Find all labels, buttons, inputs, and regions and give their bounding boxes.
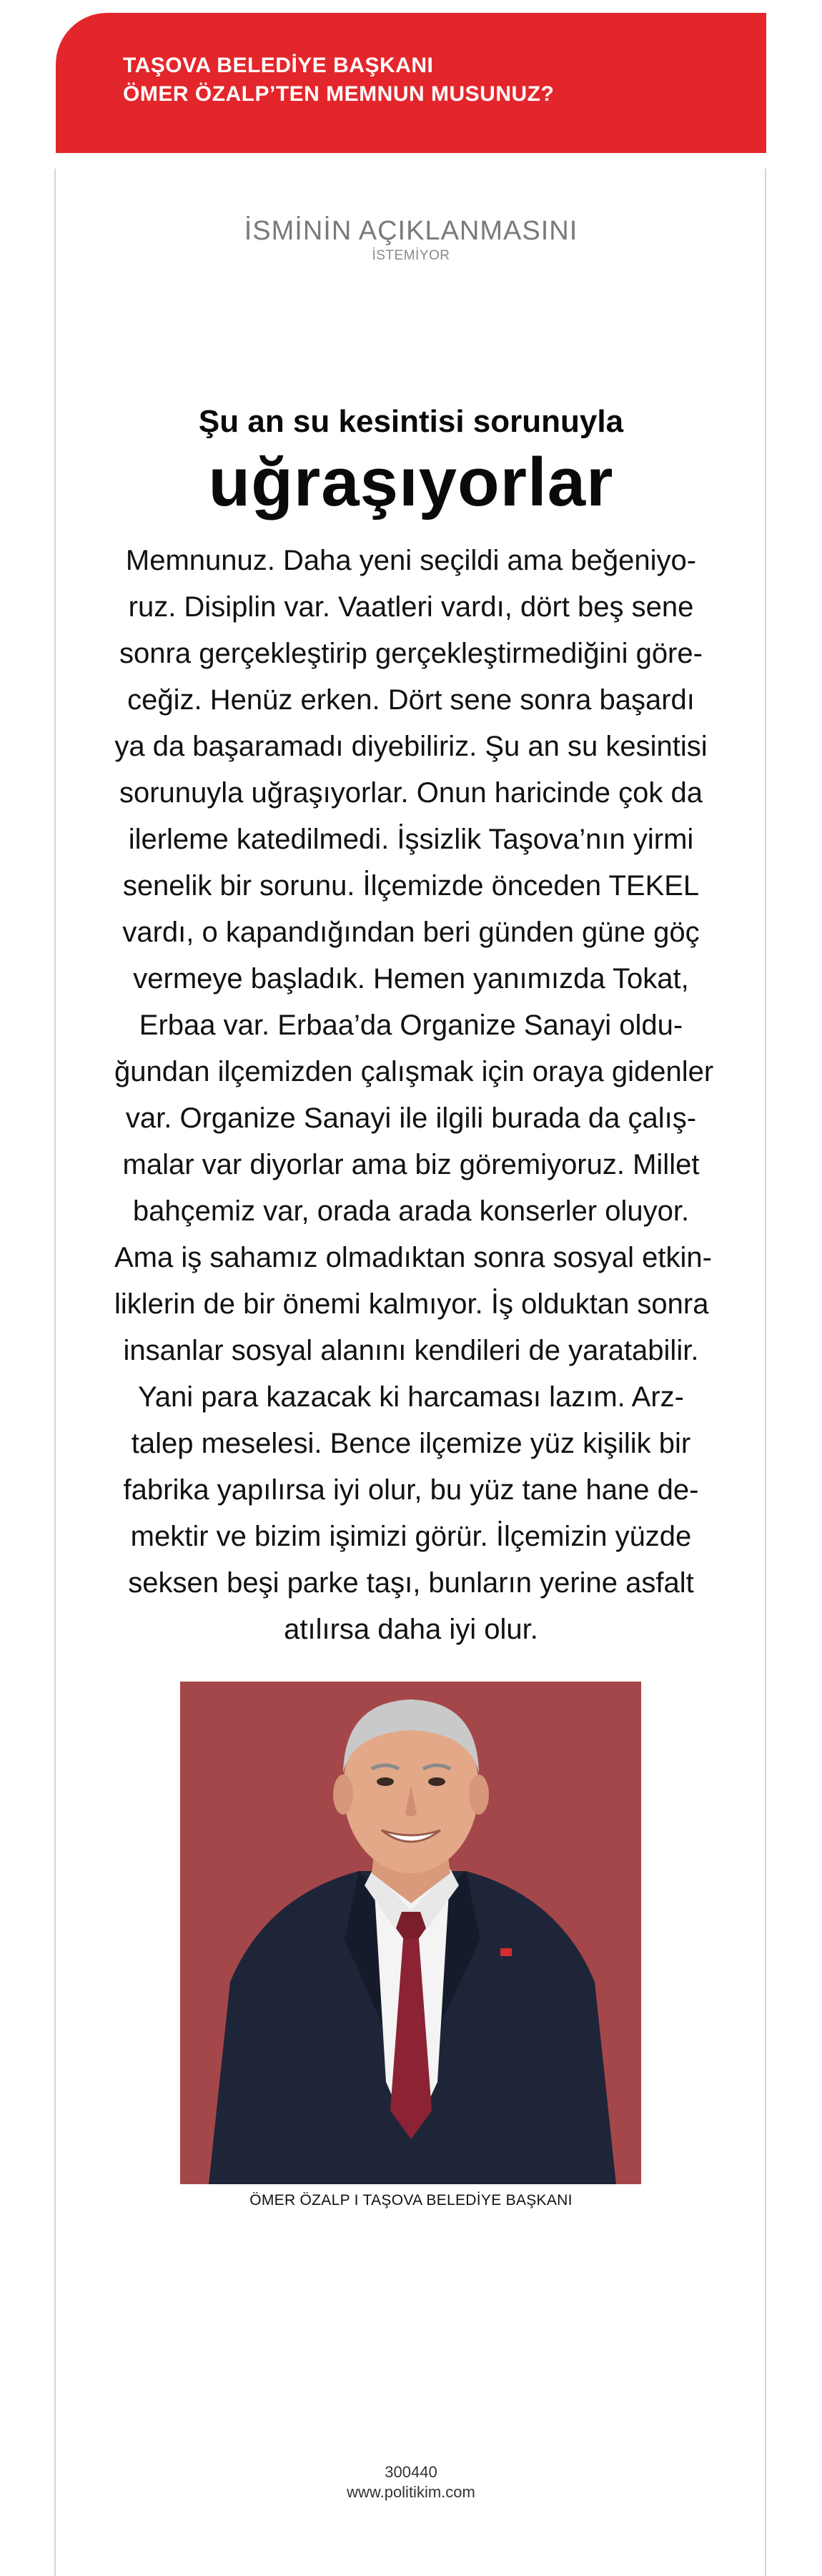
body-line: Memnunuz. Daha yeni seçildi ama beğeniyo- xyxy=(125,545,697,576)
body-line: mektir ve bizim işimizi görür. İlçemizin yüzde xyxy=(130,1521,692,1552)
footer-code: 300440 xyxy=(385,2463,437,2481)
body-line: seksen beşi parke taşı, bunların yerine asfalt xyxy=(128,1567,694,1599)
header-title-line-1: TAŞOVA BELEDİYE BAŞKANI xyxy=(123,54,434,77)
body-line: liklerin de bir önemi kalmıyor. İş olduktan sonra xyxy=(114,1288,709,1320)
respondent-subline: İSTEMİYOR xyxy=(372,248,450,263)
body-line: sorunuyla uğraşıyorlar. Onun haricinde çok da xyxy=(119,777,703,809)
portrait-photo xyxy=(180,1682,641,2184)
body-line: talep meselesi. Bence ilçemize yüz kişilik bir xyxy=(131,1428,691,1459)
quote-headline xyxy=(0,400,822,522)
body-line: ilerleme katedilmedi. İşsizlik Taşova’nın yirmi xyxy=(128,824,694,855)
headline-subtitle: Şu an su kesintisi sorunuyla xyxy=(198,404,624,439)
body-line: ceğiz. Henüz erken. Dört sene sonra başardı xyxy=(127,684,695,716)
body-line: bahçemiz var, orada arada konserler oluyor. xyxy=(132,1195,690,1227)
body-line: vermeye başladık. Hemen yanımızda Tokat, xyxy=(133,963,689,995)
body-line: vardı, o kapandığından beri günden güne göç xyxy=(122,917,700,948)
respondent-label xyxy=(0,214,822,265)
body-line: ruz. Disiplin var. Vaatleri vardı, dört beş sene xyxy=(128,591,694,623)
body-line: Ama iş sahamız olmadıktan sonra sosyal etkin- xyxy=(114,1242,712,1273)
page-footer xyxy=(0,2462,822,2502)
body-line: fabrika yapılırsa iyi olur, bu yüz tane hane de- xyxy=(123,1474,699,1506)
body-line: malar var diyorlar ama biz göremiyoruz. Millet xyxy=(122,1149,700,1180)
body-line: ğundan ilçemizden çalışmak için oraya gidenler xyxy=(114,1056,714,1087)
body-line: Yani para kazacak ki harcaması lazım. Arz- xyxy=(138,1381,684,1413)
body-line: sonra gerçekleştirip gerçekleştirmediğini göre- xyxy=(119,638,703,669)
right-divider xyxy=(765,169,766,2576)
body-line: senelik bir sorunu. İlçemizde önceden TEKEL xyxy=(122,870,700,902)
article-body xyxy=(114,538,714,1653)
header-title-line-2: ÖMER ÖZALP’TEN MEMNUN MUSUNUZ? xyxy=(123,82,555,106)
lapel-pin xyxy=(500,1948,512,1956)
respondent-name-line: İSMİNİN AÇIKLANMASINI xyxy=(244,216,578,246)
body-line: insanlar sosyal alanını kendileri de yaratabilir. xyxy=(123,1335,699,1366)
left-divider xyxy=(54,169,56,2576)
headline-title: uğraşıyorlar xyxy=(208,444,614,520)
body-line: Erbaa var. Erbaa’da Organize Sanayi oldu- xyxy=(139,1010,683,1041)
body-line: ya da başaramadı diyebiliriz. Şu an su kesintisi xyxy=(114,731,708,762)
photo-caption: ÖMER ÖZALP I TAŞOVA BELEDİYE BAŞKANI xyxy=(249,2192,573,2209)
portrait-illustration xyxy=(180,1682,641,2184)
body-line: atılırsa daha iyi olur. xyxy=(284,1614,538,1645)
body-line: var. Organize Sanayi ile ilgili burada da çalış- xyxy=(125,1102,697,1134)
header-banner xyxy=(56,13,766,153)
footer-website: www.politikim.com xyxy=(347,2483,475,2501)
